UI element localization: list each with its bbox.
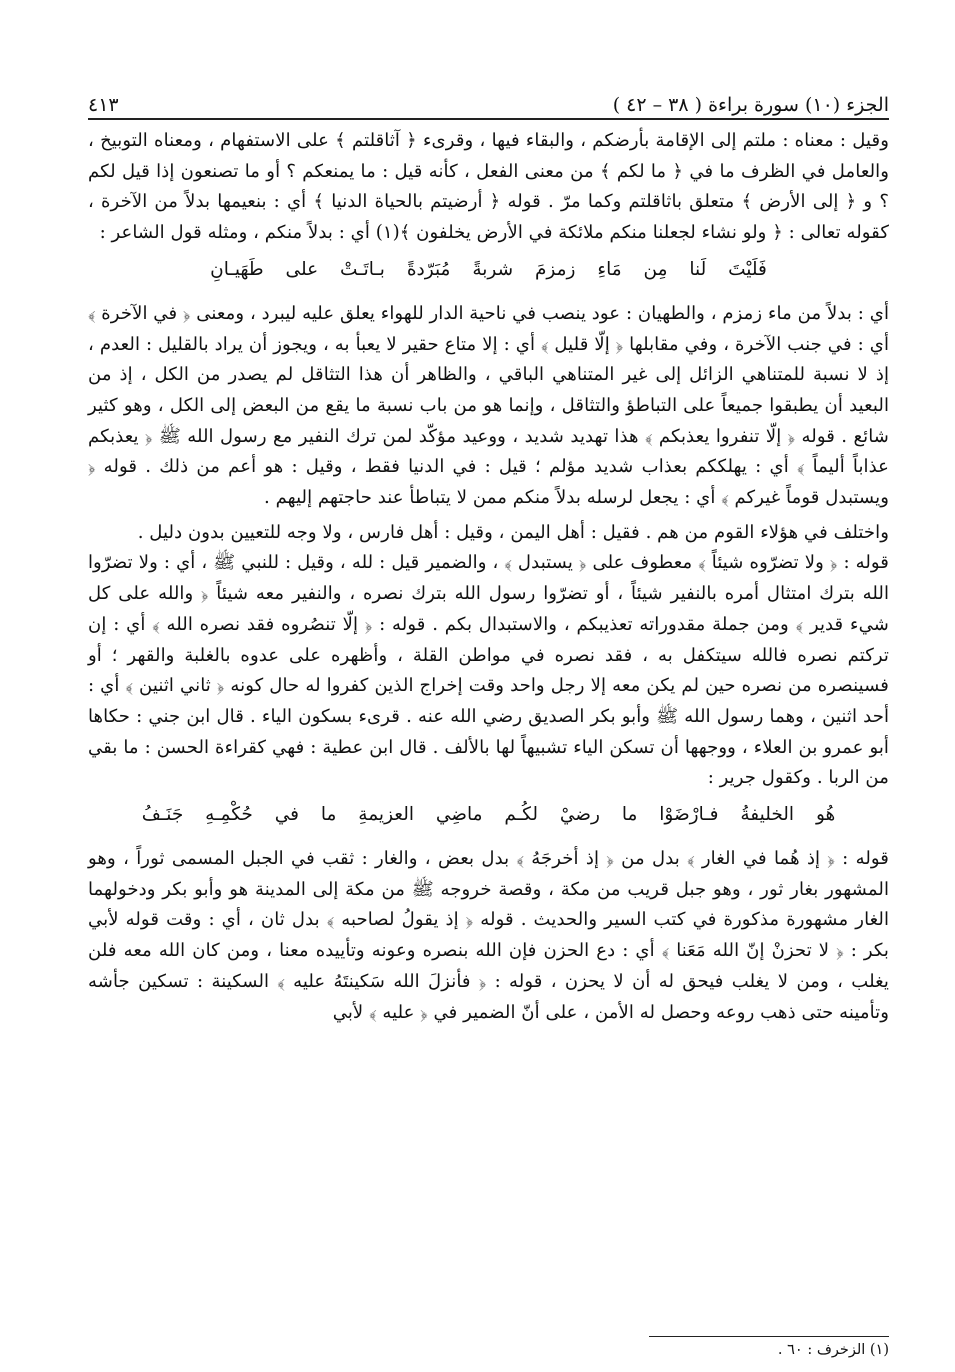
page-number: ٤١٣ (88, 94, 119, 116)
header-divider (88, 118, 889, 120)
paragraph-1: وقيل : معناه : ملتم إلى الإقامة بأرضكم ، والبقاء فيها ، وقرىء ﴿ آثاقلتم ﴾ على الاستفهام ، ومعناه التوبيخ ، والعامل في الظرف ما في ﴿ ما لكم ﴾ من معنى الفعل ، كأنه قيل : ما يمنعكم ؟ أو ما تصنعون إذا قيل لكم ؟ و ﴿ إلى الأرض ﴾ متعلق باثاقلتم وكما مرّ . قوله ﴿ أرضيتم بالحياة الدنيا ﴾ أي : بنعيمها بدلاً من الآخرة ، كقوله تعالى : ﴿ ولو نشاء لجعلنا منكم ملائكة في الأرض يخلفون ﴾(١) أي : بدلاً منكم ، ومثله قول الشاعر : (88, 130, 889, 244)
footnote: (١) الزخرف : ٦٠ . (777, 1342, 889, 1358)
paragraph-3: واختلف في هؤلاء القوم من هم . فقيل : أهل اليمن ، وقيل : أهل فارس ، ولا وجه للتعيين بدون دليل . (137, 521, 889, 543)
paragraph-5: قوله : ﴿ إذ هُما في الغار ﴾ بدل من ﴿ إذ أخرجَهُ ﴾ بدل بعض ، والغار : ثقب في الجبل المسمى ثوراً ، وهو المشهور بغار ثور ، وهو جبل قريب من مكة ، وقصة خروجه ﷺ من مكة إلى المدينة هو وأبو بكر ودخولهما الغار مشهورة مذكورة في كتب السير والحديث . قوله ﴿ إذ يقولُ لصاحبه ﴾ بدل ثان ، أي : وقت قوله لأبي بكر : ﴿ لا تحزنْ إنّ الله مَعَنا ﴾ أي : دع الحزن فإن الله بنصره وعونه وتأييده معنا ، ومن كان الله معه فلن يغلب ، ومن لا يغلب فيحق له أن لا يحزن ، قوله : ﴿ فأنزلَ الله سَكينتَهُ عليه ﴾ السكينة : تسكين جأشه وتأمينه حتى ذهب روعه وحصل له الأمن ، على أنّ الضمير في ﴿ عليه ﴾ لأبي (88, 848, 889, 1023)
paragraph-4: قوله : ﴿ ولا تضرّوه شيئاً ﴾ معطوف على ﴿ يستبدل ﴾ ، والضمير قيل : لله ، وقيل : للنبي ﷺ ، أي : ولا تضرّوا الله بترك امتثال أمره بالنفير شيئاً ، أو تضرّوا رسول الله بترك نصره ، والنفير معه شيئاً ﴿ والله على كل شيء قدير ﴾ ومن جملة مقدوراته تعذيبكم ، والاستبدال بكم . قوله : ﴿ إلّا تنصُروه فقد نصره الله ﴾ أي : إن تركتم نصره فالله سيتكفل به ، فقد نصره في مواطن القلة ، وأظهره على عدوه بالغلبة والقهر ؛ أو فسينصره من نصره حين لم يكن معه إلا رجل واحد وقت إخراج الذين كفروا له حال كونه ﴿ ثاني اثنين ﴾ أي : أحد اثنين ، وهما رسول الله ﷺ وأبو بكر الصديق رضي الله عنه . قرىء بسكون الياء . قال ابن جني : حكاها أبو عمرو بن العلاء ، ووجهها أن تسكن الياء تشبيهاً لها بالألف . قال ابن عطية : فهي كقراءة الحسن : ما بقي من الربا . وكقول جرير : (88, 552, 889, 789)
main-text (88, 126, 889, 1028)
poetry-verse-2: هُو الخليفةُ فـارْضَوْا ما رضيْ لكُـم ماضِي العزيمةِ ما في حُكْمِـهِ جَنَـفُ (141, 804, 836, 826)
running-title: الجزء (١٠) سورة براءة ( ٣٨ – ٤٢ ) (612, 94, 889, 116)
footnote-divider (649, 1336, 889, 1337)
poetry-verse-1: فَلَيْتَ لَنا مِن مَاءِ زمزمَ شربةً مُبَرّدةً بـاتَـتْ على طَهَيـانِ (210, 258, 767, 280)
paragraph-2: أي : بدلاً من ماء زمزم ، والطهيان : عود ينصب في ناحية الدار للهواء يعلق عليه ليبرد ، ومعنى ﴿ في الآخرة ﴾ أي : في جنب الآخرة ، وفي مقابلها ﴿ إلّا قليل ﴾ أي : إلا متاع حقير لا يعبأ به ، ويجوز أن يراد بالقليل : العدم ، إذ لا نسبة للمتناهي الزائل إلى غير المتناهي الباقي ، والظاهر أن هذا التثاقل لم يصدر من الكل ، إذ من البعيد أن يطبقوا جميعاً على التباطؤ والتثاقل ، وإنما هو من باب نسبة ما يقع من البعض إلى الكل ، وهو كثير شائع . قوله ﴿ إلّا تنفروا يعذبكم ﴾ هذا تهديد شديد ، ووعيد مؤكّد لمن ترك النفير مع رسول الله ﷺ ﴿ يعذبكم عذاباً أليماً ﴾ أي : يهلككم بعذاب شديد مؤلم ؛ قيل : في الدنيا فقط ، وقيل : هو أعم من ذلك . قوله ﴿ ويستبدل قوماً غيركم ﴾ أي : يجعل لرسله بدلاً منكم ممن لا يتباطأ عند حاجتهم إليهم . (88, 302, 889, 509)
page-header (88, 88, 889, 118)
